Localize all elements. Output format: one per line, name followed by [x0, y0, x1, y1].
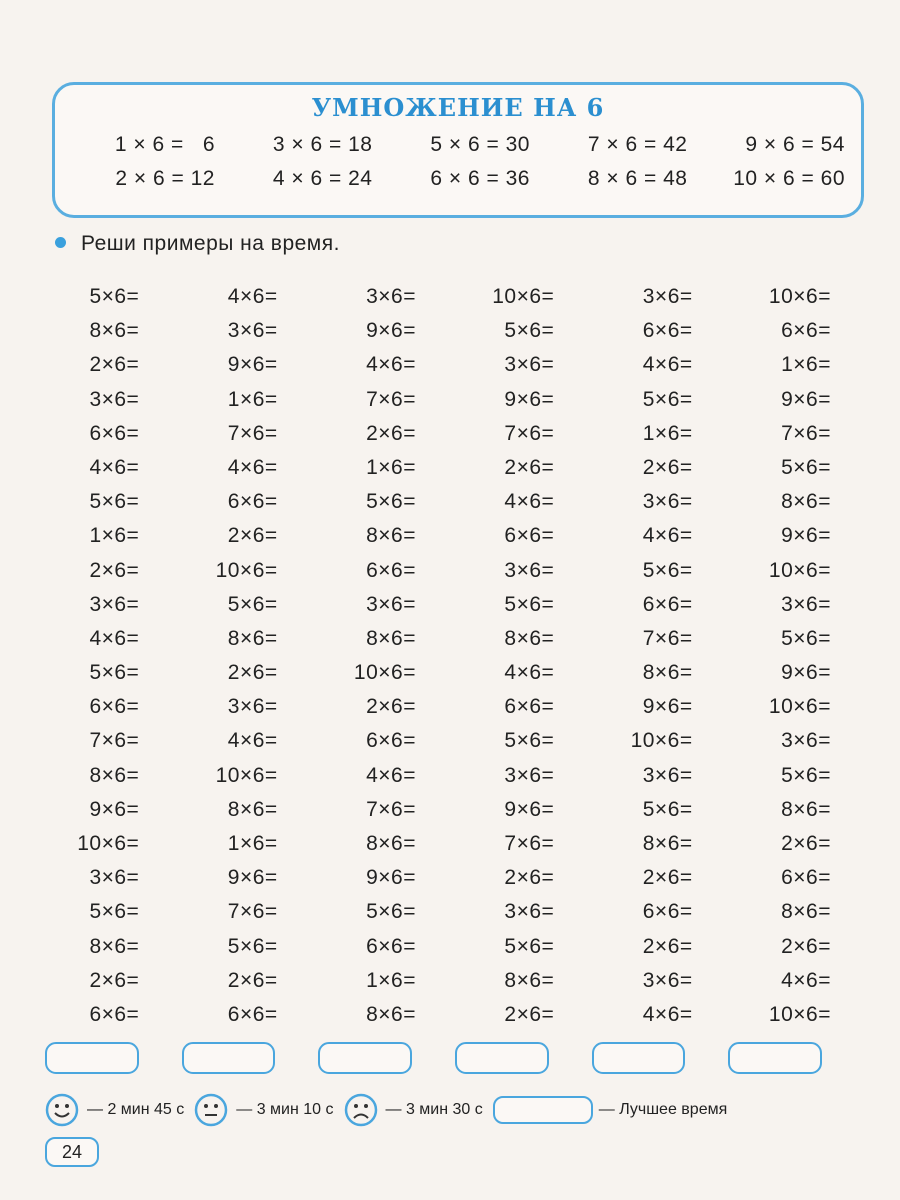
exercise-item: 4×6=	[89, 455, 140, 479]
exercise-item: 9×6=	[781, 524, 831, 548]
exercise-item: 3×6=	[504, 763, 555, 787]
exercise-item: 10×6=	[768, 1002, 831, 1026]
answer-boxes	[45, 1042, 865, 1074]
exercise-item: 3×6=	[642, 968, 693, 992]
exercise-item: 6×6=	[89, 1002, 140, 1026]
exercise-item: 1×6=	[366, 455, 416, 479]
exercise-item: 2×6=	[227, 524, 278, 548]
exercise-item: 9×6=	[642, 695, 693, 719]
exercise-item: 4×6=	[227, 729, 278, 753]
time-answer-box[interactable]	[728, 1042, 822, 1074]
time-answer-box[interactable]	[592, 1042, 686, 1074]
exercise-item: 6×6=	[504, 524, 555, 548]
exercise-item: 5×6=	[781, 763, 831, 787]
exercise-column	[450, 280, 588, 1032]
exercise-item: 6×6=	[642, 592, 693, 616]
exercise-item: 10×6=	[492, 285, 555, 308]
exercise-item: 5×6=	[366, 900, 416, 924]
exercise-item: 5×6=	[89, 900, 140, 924]
exercise-item: 5×6=	[504, 934, 555, 958]
exercise-item: 8×6=	[366, 626, 416, 650]
instruction-text: Реши примеры на время.	[81, 232, 340, 255]
exercise-item: 10×6=	[77, 832, 140, 855]
exercise-item: 8×6=	[642, 661, 693, 685]
exercise-item: 4×6=	[642, 524, 693, 548]
exercise-item: 10×6=	[215, 558, 278, 582]
exercise-item: 10×6=	[353, 661, 416, 685]
time-answer-box[interactable]	[318, 1042, 412, 1074]
exercise-item: 2×6=	[642, 455, 693, 479]
exercise-item: 2×6=	[781, 832, 831, 855]
exercise-item: 2×6=	[366, 421, 416, 445]
page-number: 24	[45, 1137, 99, 1167]
exercise-item: 7×6=	[504, 421, 555, 445]
exercise-item: 1×6=	[642, 421, 693, 445]
exercise-item: 2×6=	[781, 934, 831, 958]
exercise-item: 7×6=	[781, 421, 831, 445]
exercise-item: 9×6=	[366, 866, 416, 890]
exercise-item: 9×6=	[781, 387, 831, 411]
exercise-item: 3×6=	[504, 900, 555, 924]
exercise-item: 10×6=	[630, 729, 693, 753]
neutral-time: — 3 мин 10 с	[236, 1101, 334, 1118]
fact: 1 × 6 = 6	[114, 133, 215, 156]
exercise-item: 4×6=	[504, 490, 555, 514]
fact: 2 × 6 = 12	[115, 167, 215, 190]
bullet-icon	[55, 237, 66, 248]
exercise-item: 1×6=	[227, 387, 278, 411]
exercise-item: 2×6=	[89, 558, 140, 582]
exercise-item: 3×6=	[781, 592, 831, 616]
sad-face-icon	[344, 1093, 378, 1127]
exercise-item: 3×6=	[89, 592, 140, 616]
time-legend	[45, 1092, 875, 1128]
exercise-item: 8×6=	[366, 832, 416, 855]
exercise-item: 9×6=	[366, 319, 416, 343]
best-time-box[interactable]	[493, 1096, 593, 1124]
exercise-item: 4×6=	[366, 353, 416, 377]
exercise-item: 4×6=	[781, 968, 831, 992]
fact: 8 × 6 = 48	[587, 167, 688, 190]
exercise-item: 8×6=	[227, 797, 278, 821]
exercise-item: 5×6=	[89, 661, 140, 685]
exercise-item: 8×6=	[504, 626, 555, 650]
exercise-item: 4×6=	[227, 285, 278, 308]
exercise-column	[173, 280, 311, 1032]
exercise-item: 6×6=	[366, 729, 416, 753]
exercise-item: 10×6=	[768, 558, 831, 582]
fact: 9 × 6 = 54	[745, 133, 845, 156]
time-answer-box[interactable]	[455, 1042, 549, 1074]
exercise-item: 10×6=	[768, 285, 831, 308]
exercise-item: 10×6=	[215, 763, 278, 787]
sad-time: — 3 мин 30 с	[385, 1101, 483, 1118]
exercise-item: 10×6=	[768, 695, 831, 719]
exercise-item: 6×6=	[89, 421, 140, 445]
exercise-item: 8×6=	[642, 832, 693, 855]
exercise-item: 1×6=	[89, 524, 140, 548]
neutral-face-icon	[194, 1093, 228, 1127]
exercise-item: 7×6=	[227, 421, 278, 445]
fact: 3 × 6 = 18	[272, 133, 373, 156]
exercise-item: 5×6=	[227, 934, 278, 958]
exercise-item: 3×6=	[781, 729, 831, 753]
exercise-item: 4×6=	[366, 763, 416, 787]
best-time-label: — Лучшее время	[598, 1101, 728, 1118]
exercise-item: 2×6=	[642, 934, 693, 958]
exercise-item: 8×6=	[89, 934, 140, 958]
exercise-item: 3×6=	[227, 695, 278, 719]
exercise-item: 9×6=	[504, 797, 555, 821]
exercise-item: 8×6=	[89, 763, 140, 787]
exercise-item: 6×6=	[227, 490, 278, 514]
exercise-item: 5×6=	[504, 729, 555, 753]
exercise-item: 5×6=	[781, 626, 831, 650]
exercise-item: 2×6=	[642, 866, 693, 890]
exercise-item: 7×6=	[89, 729, 140, 753]
exercise-item: 3×6=	[227, 319, 278, 343]
exercise-item: 4×6=	[89, 626, 140, 650]
exercise-item: 3×6=	[642, 285, 693, 308]
exercise-item: 2×6=	[504, 1002, 555, 1026]
facts-row-2	[65, 167, 851, 201]
exercise-item: 5×6=	[642, 558, 693, 582]
exercise-item: 2×6=	[227, 661, 278, 685]
exercise-item: 8×6=	[504, 968, 555, 992]
exercise-item: 8×6=	[366, 1002, 416, 1026]
exercise-item: 9×6=	[227, 353, 278, 377]
exercise-item: 6×6=	[781, 319, 831, 343]
exercise-item: 6×6=	[504, 695, 555, 719]
exercise-item: 9×6=	[89, 797, 140, 821]
exercise-item: 2×6=	[504, 866, 555, 890]
exercise-item: 7×6=	[366, 797, 416, 821]
multiplication-table-box	[52, 82, 864, 218]
exercise-item: 1×6=	[366, 968, 416, 992]
exercise-column	[727, 280, 865, 1032]
fact: 6 × 6 = 36	[430, 167, 530, 190]
exercise-item: 3×6=	[89, 387, 140, 411]
exercise-item: 2×6=	[504, 455, 555, 479]
facts-row-1	[65, 133, 851, 167]
exercise-item: 7×6=	[227, 900, 278, 924]
exercise-item: 5×6=	[89, 285, 140, 308]
fact: 4 × 6 = 24	[272, 167, 373, 190]
fact: 10 × 6 = 60	[733, 167, 845, 190]
exercise-item: 3×6=	[504, 353, 555, 377]
exercise-item: 7×6=	[366, 387, 416, 411]
instruction	[55, 232, 340, 256]
exercise-item: 9×6=	[227, 866, 278, 890]
time-answer-box[interactable]	[182, 1042, 276, 1074]
exercise-item: 6×6=	[781, 866, 831, 890]
exercise-item: 8×6=	[781, 797, 831, 821]
exercise-item: 5×6=	[642, 797, 693, 821]
exercise-item: 8×6=	[227, 626, 278, 650]
exercise-item: 3×6=	[89, 866, 140, 890]
exercise-column	[35, 280, 173, 1032]
exercise-item: 4×6=	[227, 455, 278, 479]
exercise-item: 3×6=	[504, 558, 555, 582]
exercise-item: 7×6=	[642, 626, 693, 650]
exercise-item: 5×6=	[89, 490, 140, 514]
exercise-item: 8×6=	[781, 490, 831, 514]
exercise-item: 3×6=	[642, 763, 693, 787]
exercise-item: 6×6=	[366, 934, 416, 958]
exercise-item: 6×6=	[366, 558, 416, 582]
exercise-item: 5×6=	[227, 592, 278, 616]
exercise-item: 9×6=	[781, 661, 831, 685]
exercise-item: 6×6=	[89, 695, 140, 719]
exercise-item: 8×6=	[89, 319, 140, 343]
exercise-column	[312, 280, 450, 1032]
exercise-item: 4×6=	[642, 1002, 693, 1026]
exercise-item: 5×6=	[642, 387, 693, 411]
exercise-item: 7×6=	[504, 832, 555, 855]
table-title: УМНОЖЕНИЕ НА 6	[311, 93, 605, 122]
exercise-item: 4×6=	[642, 353, 693, 377]
exercise-item: 5×6=	[504, 592, 555, 616]
fact: 7 × 6 = 42	[587, 133, 688, 156]
time-answer-box[interactable]	[45, 1042, 139, 1074]
exercise-item: 6×6=	[227, 1002, 278, 1026]
exercise-item: 8×6=	[781, 900, 831, 924]
exercise-item: 3×6=	[366, 592, 416, 616]
exercise-item: 3×6=	[642, 490, 693, 514]
happy-time: — 2 мин 45 с	[87, 1101, 185, 1118]
exercise-item: 2×6=	[89, 353, 140, 377]
exercise-item: 5×6=	[366, 490, 416, 514]
exercise-item: 1×6=	[227, 832, 278, 855]
fact: 5 × 6 = 30	[430, 133, 530, 156]
happy-face-icon	[45, 1093, 79, 1127]
exercise-item: 1×6=	[781, 353, 831, 377]
exercise-item: 5×6=	[781, 455, 831, 479]
exercise-item: 3×6=	[366, 285, 416, 308]
exercise-item: 2×6=	[89, 968, 140, 992]
exercise-item: 2×6=	[366, 695, 416, 719]
exercise-item: 6×6=	[642, 900, 693, 924]
exercise-item: 4×6=	[504, 661, 555, 685]
exercise-item: 6×6=	[642, 319, 693, 343]
exercise-item: 5×6=	[504, 319, 555, 343]
table-facts	[65, 133, 851, 201]
exercise-item: 2×6=	[227, 968, 278, 992]
exercise-item: 9×6=	[504, 387, 555, 411]
exercise-item: 8×6=	[366, 524, 416, 548]
exercise-grid	[35, 280, 865, 1032]
exercise-column	[588, 280, 726, 1032]
